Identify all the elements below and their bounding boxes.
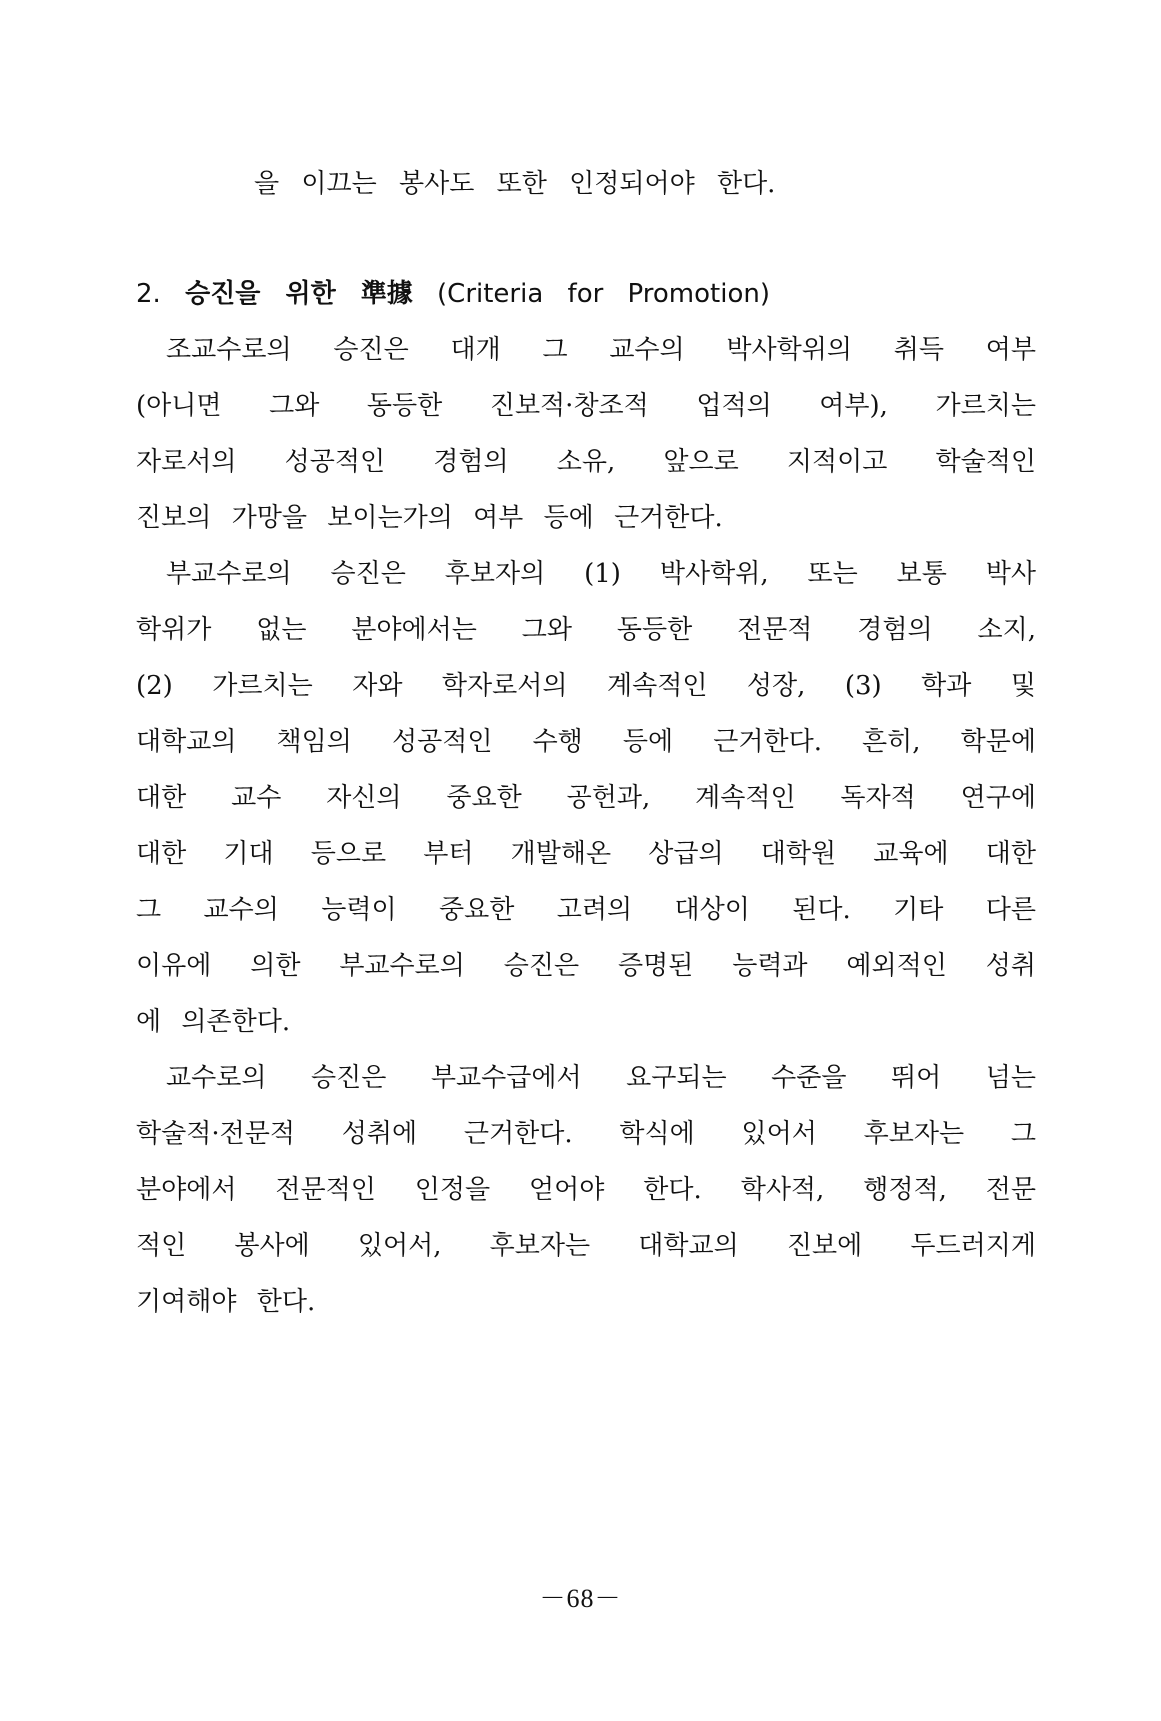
paragraph-2-line-6: 대한 기대 등으로 부터 개발해온 상급의 대학원 교육에 대한	[136, 839, 1036, 869]
paragraph-2-line-1: 부교수로의 승진은 후보자의 (1) 박사학위, 또는 보통 박사	[166, 559, 1036, 589]
section-number: 2.	[136, 279, 161, 309]
paragraph-1-line-2: (아니면 그와 동등한 진보적·창조적 업적의 여부), 가르치는	[136, 391, 1036, 421]
page-number: －68－	[539, 1584, 622, 1613]
continued-text-line: 을 이끄는 봉사도 또한 인정되어야 한다.	[254, 169, 776, 199]
paragraph-2-line-7: 그 교수의 능력이 중요한 고려의 대상이 된다. 기타 다른	[136, 895, 1036, 925]
paragraph-3-line-4: 적인 봉사에 있어서, 후보자는 대학교의 진보에 두드러지게	[136, 1231, 1036, 1261]
paragraph-2-line-9: 에 의존한다.	[136, 1007, 291, 1037]
section-title-korean: 승진을 위한 準據	[185, 279, 413, 309]
paragraph-1-line-1: 조교수로의 승진은 대개 그 교수의 박사학위의 취득 여부	[166, 335, 1036, 365]
section-title-english: (Criteria for Promotion)	[437, 279, 770, 309]
paragraph-3-line-2: 학술적·전문적 성취에 근거한다. 학식에 있어서 후보자는 그	[136, 1119, 1036, 1149]
paragraph-2-line-5: 대한 교수 자신의 중요한 공헌과, 계속적인 독자적 연구에	[136, 783, 1036, 813]
paragraph-2-line-4: 대학교의 책임의 성공적인 수행 등에 근거한다. 흔히, 학문에	[136, 727, 1036, 757]
paragraph-1-line-3: 자로서의 성공적인 경험의 소유, 앞으로 지적이고 학술적인	[136, 447, 1036, 477]
paragraph-2-line-3: (2) 가르치는 자와 학자로서의 계속적인 성장, (3) 학과 및	[136, 671, 1036, 701]
paragraph-1-line-4: 진보의 가망을 보이는가의 여부 등에 근거한다.	[136, 503, 723, 533]
paragraph-3-line-5: 기여해야 한다.	[136, 1287, 316, 1317]
paragraph-2-line-2: 학위가 없는 분야에서는 그와 동등한 전문적 경험의 소지,	[136, 615, 1036, 645]
section-heading	[136, 276, 1036, 312]
paragraph-3-line-1: 교수로의 승진은 부교수급에서 요구되는 수준을 뛰어 넘는	[166, 1063, 1036, 1093]
paragraph-2-line-8: 이유에 의한 부교수로의 승진은 증명된 능력과 예외적인 성취	[136, 951, 1036, 981]
paragraph-3-line-3: 분야에서 전문적인 인정을 얻어야 한다. 학사적, 행정적, 전문	[136, 1175, 1036, 1205]
